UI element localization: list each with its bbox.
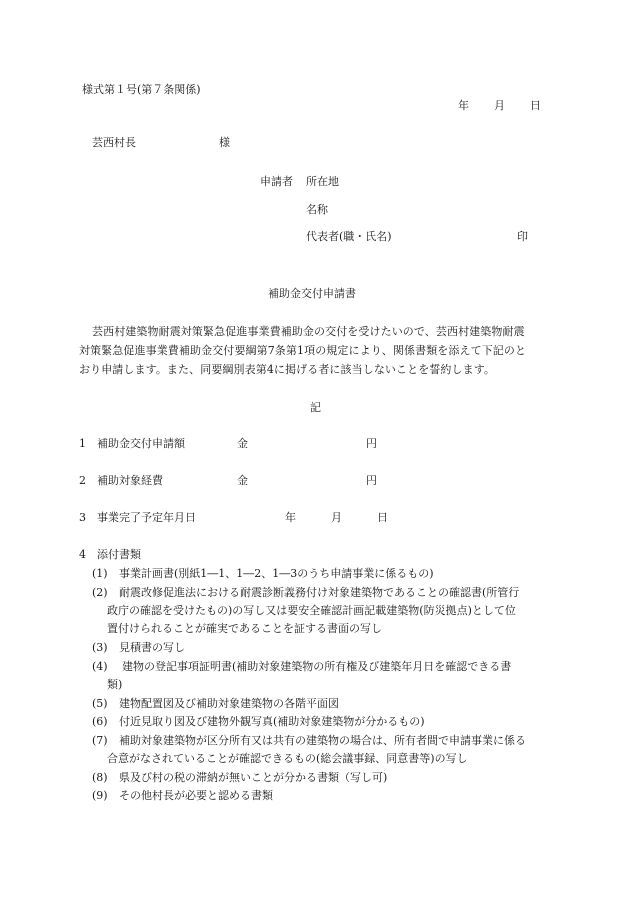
item3-year: 年	[285, 511, 296, 524]
date-year: 年	[458, 99, 469, 112]
item2-prefix: 金	[237, 474, 248, 487]
body-line-3: おり申請します。また、同要綱別表第4に掲げる者に該当しないことを誓約します。	[79, 363, 496, 376]
attachment-9-number: (9)	[92, 789, 108, 802]
applicant-label: 申請者	[260, 175, 293, 188]
attachment-7-line-2: 合意がなされていることが確認できるもの(総会議事録、同意書等)の写し	[107, 752, 468, 765]
attachment-3-line-1: 見積書の写し	[119, 641, 185, 654]
item2-label: 補助対象経費	[97, 474, 163, 487]
attachment-4-line-1: 建物の登記事項証明書(補助対象建築物の所有権及び建築年月日を確認できる書	[122, 660, 512, 673]
attachment-2-line-3: 置付けられることが確実であることを証する書面の写し	[107, 622, 382, 635]
attachment-7-line-1: 補助対象建築物が区分所有又は共有の建築物の場合は、所有者間で申請事業に係る	[119, 734, 526, 747]
item1-prefix: 金	[237, 437, 248, 450]
item1-unit: 円	[366, 437, 377, 450]
attachment-1-line-1: 事業計画書(別紙1―1、1―2、1―3のうち申請事業に係るもの)	[119, 567, 434, 580]
attachment-9-line-1: その他村長が必要と認める書類	[119, 789, 273, 802]
item3-month: 月	[331, 511, 342, 524]
attachment-8-number: (8)	[92, 771, 108, 784]
attachment-5-line-1: 建物配置図及び補助対象建築物の各階平面図	[119, 697, 339, 710]
item3-day: 日	[377, 511, 388, 524]
attachment-4-line-2: 類)	[107, 678, 123, 691]
date-day: 日	[530, 99, 541, 112]
form-number: 様式第１号(第７条関係)	[82, 83, 201, 96]
seal-mark: 印	[517, 230, 528, 243]
item2-unit: 円	[366, 474, 377, 487]
attachment-8-line-1: 県及び村の税の滞納が無いことが分かる書類（写し可)	[119, 771, 388, 784]
body-line-2: 対策緊急促進事業費補助金交付要綱第7条第1項の規定により、関係書類を添えて下記のと	[79, 344, 527, 357]
item4-label: 添付書類	[97, 548, 141, 561]
addressee-title: 芸西村長	[92, 136, 136, 149]
attachment-6-line-1: 付近見取り図及び建物外観写真(補助対象建築物が分かるもの)	[119, 715, 425, 728]
attachment-5-number: (5)	[92, 697, 108, 710]
body-line-1: 芸西村建築物耐震対策緊急促進事業費補助金の交付を受けたいので、芸西村建築物耐震	[92, 325, 525, 338]
attachment-2-line-1: 耐震改修促進法における耐震診断義務付け対象建築物であることの確認書(所管行	[119, 586, 520, 599]
date-month: 月	[494, 99, 505, 112]
attachment-4-number: (4)	[92, 660, 108, 673]
item4-number: 4	[79, 548, 86, 561]
item3-label: 事業完了予定年月日	[97, 511, 196, 524]
attachment-7-number: (7)	[92, 734, 108, 747]
item3-number: 3	[79, 511, 86, 524]
item1-number: 1	[79, 437, 86, 450]
attachment-1-number: (1)	[92, 567, 108, 580]
applicant-name-label: 名称	[306, 203, 328, 216]
attachment-2-number: (2)	[92, 586, 108, 599]
attachment-2-line-2: 政庁の確認を受けたもの)の写し又は要安全確認計画記載建築物(防災拠点)として位	[107, 604, 516, 617]
item2-number: 2	[79, 474, 86, 487]
addressee-honorific: 様	[219, 136, 230, 149]
document-title: 補助金交付申請書	[268, 287, 356, 300]
attachment-6-number: (6)	[92, 715, 108, 728]
attachment-3-number: (3)	[92, 641, 108, 654]
ki-marker: 記	[310, 401, 321, 414]
applicant-address-label: 所在地	[306, 175, 339, 188]
applicant-representative-label: 代表者(職・氏名)	[306, 230, 392, 243]
item1-label: 補助金交付申請額	[97, 437, 185, 450]
